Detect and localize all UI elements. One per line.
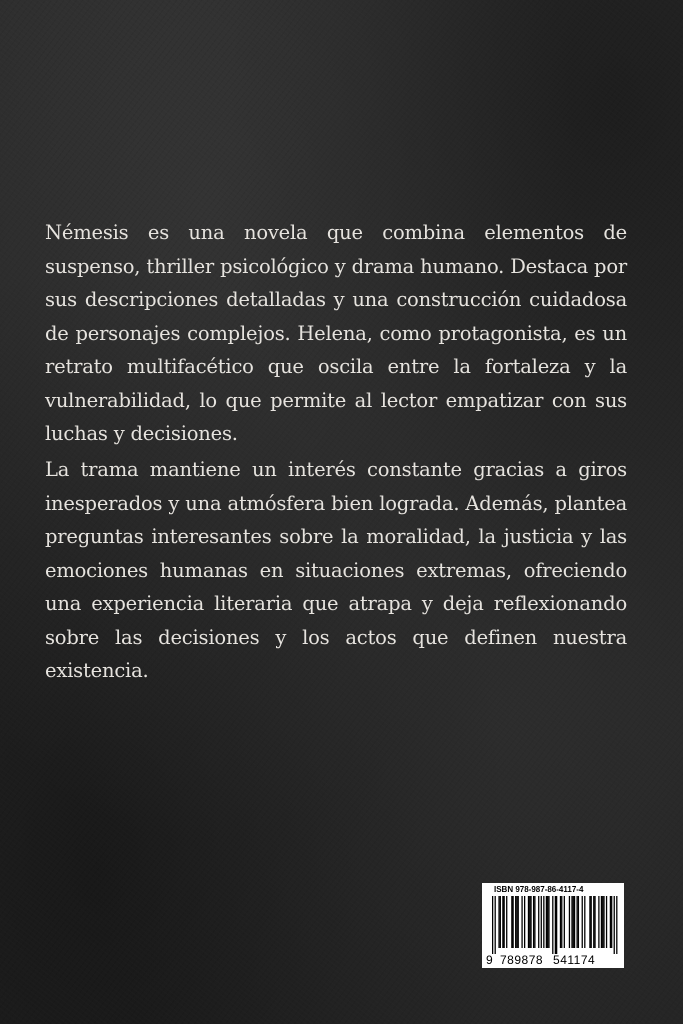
barcode-bar <box>576 896 577 948</box>
barcode-digit-group-1: 789878 <box>500 953 544 967</box>
barcode-bar <box>598 896 599 948</box>
barcode-bar <box>584 896 585 948</box>
barcode-bar <box>569 896 570 948</box>
barcode-digit-group-2: 541174 <box>553 953 596 967</box>
barcode-bar <box>556 896 557 954</box>
barcode-bar <box>516 896 517 948</box>
barcode-bar <box>578 896 579 948</box>
barcode-bar <box>500 896 501 948</box>
barcode-bar <box>601 896 602 948</box>
barcode-bar <box>533 896 534 948</box>
barcode-bar <box>573 896 574 948</box>
barcode-bar <box>574 896 575 948</box>
barcode-bar <box>502 896 503 948</box>
barcode-bar <box>610 896 611 948</box>
barcode-bar <box>616 896 617 954</box>
synopsis-paragraph-2: La trama mantiene un interés constante gracias a giros inesperados y una atmósfera bien lograda. Además, plantea preguntas interesantes sobre la moralidad, la justicia y las emociones humanas en situaciones extremas, ofreciendo una experiencia literaria que atrapa y deja reflexionando sobre las decisiones y los actos que definen nuestra existencia. <box>45 458 627 682</box>
barcode-bar <box>614 896 615 954</box>
isbn-label: ISBN 978-987-86-4117-4 <box>494 885 584 894</box>
barcode-bar <box>538 896 539 948</box>
barcode-digits <box>486 954 620 966</box>
barcode-bar <box>560 896 561 948</box>
barcode-bar <box>512 896 513 948</box>
barcode-bar <box>548 896 549 948</box>
barcode-bar <box>534 896 535 948</box>
barcode-bar <box>498 896 499 948</box>
barcode-bar <box>515 896 516 948</box>
barcode-bar <box>492 896 493 954</box>
barcode-bars <box>486 896 620 954</box>
barcode-bar <box>495 896 496 954</box>
barcode-bar <box>504 896 505 948</box>
barcode-bar <box>606 896 607 948</box>
barcode-bar <box>552 896 553 954</box>
barcode-bar <box>561 896 562 948</box>
barcode-bar <box>555 896 556 954</box>
barcode-bar <box>589 896 590 948</box>
barcode-bar <box>524 896 525 948</box>
synopsis-paragraph-1: Némesis es una novela que combina elementos de suspenso, thriller psicológico y drama humano. Destaca por sus descripciones detalladas y una construcción cuidadosa de personajes complejos. Helena, como protagonista, es un retrato multifacético que oscila entre la fortaleza y la vulnerabilidad, lo que permite al lector empatizar con sus luchas y decisiones. <box>45 221 627 445</box>
barcode-bar <box>546 896 547 948</box>
barcode-bar <box>564 896 565 948</box>
barcode-bar <box>594 896 595 948</box>
barcode-bar <box>582 896 583 948</box>
barcode-bar <box>529 896 530 948</box>
barcode-bar <box>571 896 572 948</box>
barcode-bar <box>511 896 512 948</box>
barcode-bar <box>603 896 604 948</box>
barcode-bar <box>543 896 544 948</box>
barcode-bar <box>518 896 519 948</box>
barcode-digit-first: 9 <box>486 953 494 967</box>
barcode-bar <box>506 896 507 948</box>
barcode-bar <box>530 896 531 948</box>
barcode-bar <box>593 896 594 948</box>
barcode-bar <box>591 896 592 948</box>
barcode-bar <box>602 896 603 948</box>
barcode-bar <box>611 896 612 948</box>
barcode-bar <box>547 896 548 948</box>
isbn-barcode <box>482 883 624 968</box>
barcode-bar <box>521 896 522 948</box>
barcode-bar <box>528 896 529 948</box>
barcode-bar <box>541 896 542 948</box>
